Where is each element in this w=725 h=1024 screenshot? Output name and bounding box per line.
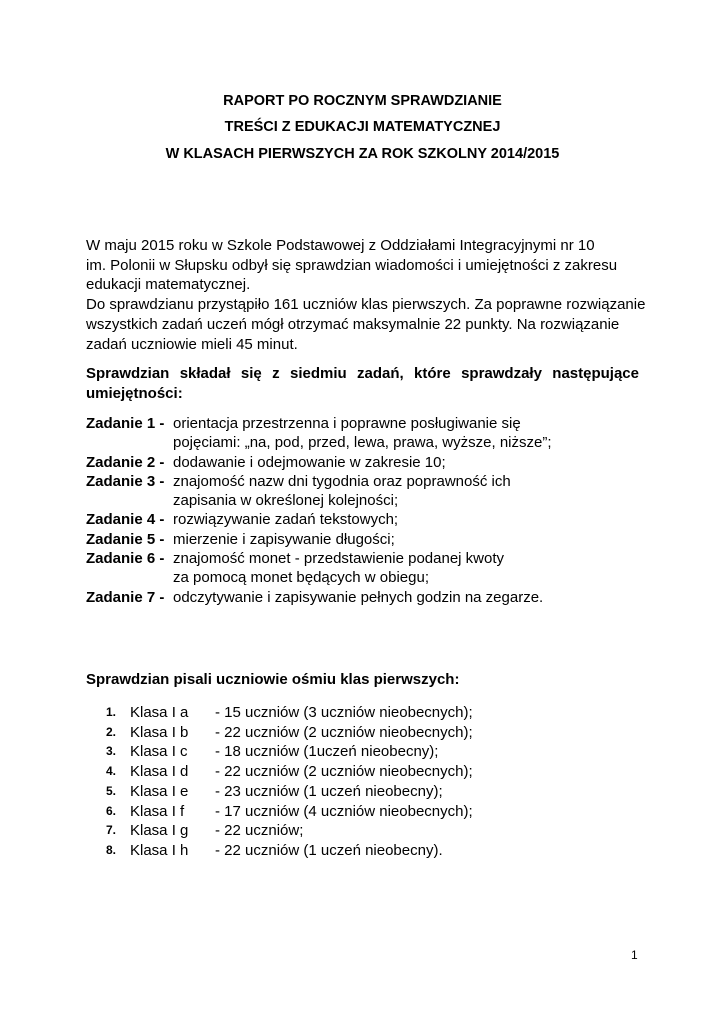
task-item [86, 588, 646, 607]
report-title-line-1: RAPORT PO ROCZNYM SPRAWDZIANIE [223, 93, 502, 109]
task-description-line: odczytywanie i zapisywanie pełnych godzin na zegarze. [173, 588, 544, 606]
task-description-line: orientacja przestrzenna i poprawne posługiwanie się [173, 415, 521, 432]
task-label: Zadanie 1 - [86, 415, 165, 432]
task-description-line: znajomość monet - przedstawienie podanej kwoty [173, 550, 505, 568]
task-description-line: zapisania w określonej kolejności; [173, 492, 399, 510]
class-info: - 22 uczniów (2 uczniów nieobecnych); [215, 763, 473, 781]
classes-section-heading: Sprawdzian pisali uczniowie ośmiu klas pierwszych: [86, 671, 460, 688]
task-description [173, 510, 646, 529]
intro-line: W maju 2015 roku w Szkole Podstawowej z Oddziałami Integracyjnymi nr 10 [86, 237, 595, 254]
class-name: Klasa I g [130, 822, 189, 840]
intro-line: Do sprawdzianu przystąpiło 161 uczniów klas pierwszych. Za poprawne rozwiązanie [86, 296, 646, 314]
class-info: - 18 uczniów (1uczeń nieobecny); [215, 743, 439, 761]
task-label: Zadanie 3 - [86, 472, 165, 490]
task-description [173, 453, 646, 472]
class-info: - 22 uczniów; [215, 822, 304, 840]
task-description-line: mierzenie i zapisywanie długości; [173, 530, 395, 548]
class-name: Klasa I h [130, 841, 189, 859]
list-number: 8. [106, 842, 117, 857]
task-description [173, 530, 646, 549]
task-item [86, 453, 646, 472]
intro-line: edukacji matematycznej. [86, 276, 251, 294]
list-number: 3. [106, 744, 117, 759]
task-description-line: znajomość nazw dni tygodnia oraz poprawność ich [173, 472, 511, 490]
class-list-item [106, 821, 473, 841]
class-list-item [106, 762, 473, 782]
tasks-section-heading [86, 364, 639, 404]
class-list-item [106, 782, 473, 802]
class-list-item [106, 802, 473, 822]
report-title-line-3: W KLASACH PIERWSZYCH ZA ROK SZKOLNY 2014/2015 [165, 146, 560, 162]
task-label: Zadanie 4 - [86, 511, 165, 529]
class-name: Klasa I e [130, 782, 189, 800]
task-label: Zadanie 5 - [86, 530, 165, 548]
task-label: Zadanie 6 - [86, 550, 165, 568]
class-list-item [106, 703, 473, 723]
task-item [86, 530, 646, 549]
tasks-list [86, 414, 646, 607]
task-description-line: dodawanie i odejmowanie w zakresie 10; [173, 453, 446, 471]
class-info: - 17 uczniów (4 uczniów nieobecnych); [215, 802, 473, 820]
class-name: Klasa I b [130, 723, 189, 741]
task-description [173, 472, 646, 511]
task-description-line: pojęciami: „na, pod, przed, lewa, prawa, wyższe, niższe”; [173, 434, 552, 452]
task-label: Zadanie 2 - [86, 453, 165, 471]
task-description-line: za pomocą monet będących w obiegu; [173, 569, 429, 587]
class-name: Klasa I c [130, 743, 188, 761]
intro-paragraph [86, 236, 646, 354]
class-info: - 23 uczniów (1 uczeń nieobecny); [215, 782, 443, 800]
tasks-heading-line-1: Sprawdzian składał się z siedmiu zadań, które sprawdzały następujące [86, 365, 639, 382]
class-list-item [106, 742, 473, 762]
task-description [173, 549, 646, 588]
class-list-item [106, 841, 473, 861]
list-number: 2. [106, 724, 117, 739]
class-name: Klasa I a [130, 704, 189, 721]
task-label: Zadanie 7 - [86, 588, 165, 606]
task-description [173, 414, 646, 453]
task-item [86, 549, 646, 588]
report-title-line-2: TREŚCI Z EDUKACJI MATEMATYCZNEJ [224, 119, 501, 135]
task-description [173, 588, 646, 607]
intro-line: im. Polonii w Słupsku odbył się sprawdzian wiadomości i umiejętności z zakresu [86, 256, 618, 274]
task-item [86, 510, 646, 529]
list-number: 5. [106, 783, 117, 798]
task-item [86, 414, 646, 453]
class-info: - 22 uczniów (2 uczniów nieobecnych); [215, 723, 473, 741]
class-name: Klasa I d [130, 763, 189, 781]
list-number: 7. [106, 823, 117, 838]
list-number: 1. [106, 705, 117, 719]
list-number: 6. [106, 803, 117, 818]
page-number: 1 [631, 948, 638, 962]
class-info: - 22 uczniów (1 uczeń nieobecny). [215, 841, 443, 859]
task-item [86, 472, 646, 511]
intro-line: zadań uczniowie mieli 45 minut. [86, 335, 298, 353]
class-name: Klasa I f [130, 802, 185, 820]
class-list-item [106, 723, 473, 743]
classes-list [106, 703, 473, 861]
class-info: - 15 uczniów (3 uczniów nieobecnych); [215, 704, 473, 721]
list-number: 4. [106, 764, 117, 779]
tasks-heading-line-2: umiejętności: [86, 385, 183, 402]
intro-line: wszystkich zadań uczeń mógł otrzymać maksymalnie 22 punkty. Na rozwiązanie [86, 315, 620, 333]
task-description-line: rozwiązywanie zadań tekstowych; [173, 511, 399, 529]
